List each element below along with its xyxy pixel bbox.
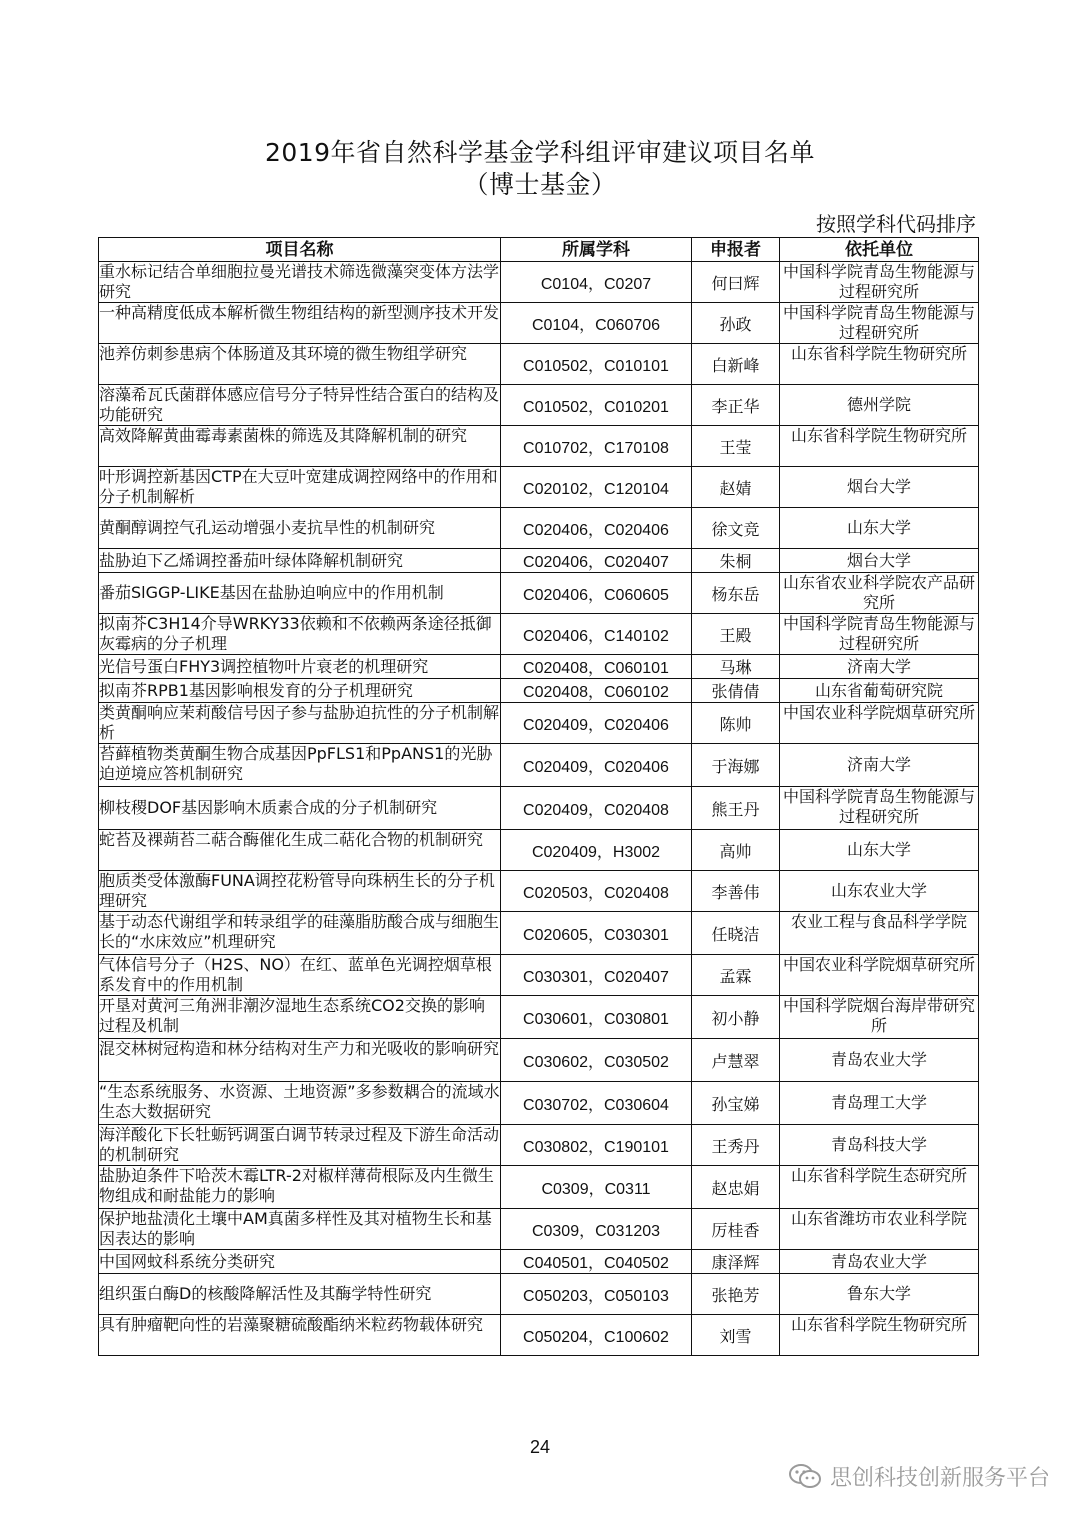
discipline-code-cell (501, 912, 692, 955)
discipline-code-cell (501, 679, 692, 703)
institution-cell-text: 山东省科学院生物研究所 (790, 1315, 967, 1334)
applicant-cell-text: 于海娜 (711, 756, 760, 776)
institution-cell-text: 山东大学 (846, 840, 911, 859)
project-name-cell (99, 655, 501, 679)
project-name-cell (99, 573, 501, 614)
discipline-code-cell-text: C030301，C020407 (523, 968, 669, 986)
institution-cell-text: 中国科学院青岛生物能源与过程研究所 (782, 787, 975, 826)
project-name-cell-text: 黄酮醇调控气孔运动增强小麦抗旱性的机制研究 (99, 518, 436, 537)
project-name-cell (99, 467, 501, 508)
applicant-cell (692, 344, 780, 385)
institution-cell-text: 济南大学 (846, 755, 911, 774)
institution-cell (780, 787, 979, 830)
page-number: 24 (529, 1437, 551, 1457)
institution-cell (780, 1166, 979, 1209)
applicant-cell (692, 385, 780, 426)
table-row (99, 573, 979, 614)
watermark-text: 思创科技创新服务平台 (829, 1465, 1050, 1491)
project-name-cell (99, 549, 501, 573)
institution-cell (780, 830, 979, 871)
project-name-cell (99, 1125, 501, 1166)
applicant-cell (692, 262, 780, 303)
table-row (99, 787, 979, 830)
table-row (99, 1209, 979, 1250)
applicant-cell (692, 303, 780, 344)
applicant-cell (692, 1209, 780, 1250)
discipline-code-cell-text: C020406，C060605 (523, 586, 669, 604)
discipline-code-cell (501, 1166, 692, 1209)
discipline-code-cell-text: C040501，C040502 (523, 1255, 669, 1272)
project-name-cell (99, 262, 501, 303)
applicant-cell-text: 李正华 (711, 396, 760, 416)
project-name-cell-text: 拟南芥RPB1基因影响根发育的分子机理研究 (99, 680, 413, 700)
discipline-code-cell-text: C020409，C020408 (523, 801, 669, 819)
institution-cell-text: 山东省潍坊市农业科学院 (790, 1209, 967, 1228)
discipline-code-cell-text: C020102，C120104 (523, 480, 669, 498)
institution-cell-text: 青岛科技大学 (830, 1135, 927, 1154)
project-name-cell (99, 1250, 501, 1274)
institution-cell-text: 鲁东大学 (846, 1284, 911, 1303)
project-name-cell (99, 830, 501, 871)
project-name-cell (99, 744, 501, 787)
discipline-code-cell-text: C020406，C140102 (523, 627, 669, 645)
table-header-row (99, 238, 979, 262)
institution-cell-text: 山东省科学院生物研究所 (790, 426, 967, 445)
discipline-code-cell-text: C020605，C030301 (523, 926, 669, 944)
discipline-code-cell (501, 787, 692, 830)
project-name-cell (99, 871, 501, 912)
project-name-cell (99, 426, 501, 467)
applicant-cell-text: 高帅 (719, 841, 752, 861)
table-row (99, 996, 979, 1039)
institution-cell-text: 中国科学院烟台海岸带研究所 (782, 996, 975, 1035)
applicant-cell-text: 熊王丹 (711, 799, 760, 819)
discipline-code-cell-text: C020503，C020408 (523, 884, 669, 902)
discipline-code-cell (501, 1250, 692, 1274)
table-body (99, 262, 979, 1356)
discipline-code-cell (501, 303, 692, 344)
project-name-cell (99, 1039, 501, 1082)
discipline-code-cell-text: C010502，C010101 (523, 357, 669, 375)
discipline-code-cell (501, 385, 692, 426)
institution-cell (780, 614, 979, 655)
project-name-cell (99, 1082, 501, 1125)
discipline-code-cell-text: C020408，C060102 (523, 684, 669, 701)
institution-cell (780, 1315, 979, 1356)
project-name-cell-text: 苔藓植物类黄酮生物合成基因PpFLS1和PpANS1的光胁迫逆境应答机制研究 (99, 744, 493, 783)
discipline-code-cell (501, 1274, 692, 1315)
discipline-code-cell (501, 614, 692, 655)
discipline-code-cell (501, 344, 692, 385)
discipline-code-cell (501, 262, 692, 303)
applicant-cell (692, 871, 780, 912)
project-name-cell-text: “生态系统服务、水资源、土地资源”多参数耦合的流域水生态大数据研究 (99, 1082, 500, 1121)
applicant-cell-text: 杨东岳 (711, 584, 760, 604)
project-name-cell-text: 溶藻希瓦氏菌群体感应信号分子特异性结合蛋白的结构及功能研究 (99, 385, 500, 424)
project-name-cell-text: 中国网蚊科系统分类研究 (99, 1251, 276, 1271)
project-name-cell-text: 开垦对黄河三角洲非潮汐湿地生态系统CO2交换的影响过程及机制 (99, 996, 485, 1035)
institution-cell (780, 703, 979, 744)
table-row (99, 614, 979, 655)
project-name-cell (99, 996, 501, 1039)
table-row (99, 1315, 979, 1356)
discipline-code-cell (501, 1125, 692, 1166)
applicant-cell-text: 徐文竞 (711, 519, 760, 539)
applicant-cell (692, 467, 780, 508)
project-name-cell-text: 基于动态代谢组学和转录组学的硅藻脂肪酸合成与细胞生长的“水床效应”机理研究 (99, 912, 500, 951)
applicant-cell-text: 康泽辉 (711, 1253, 760, 1272)
discipline-code-cell (501, 830, 692, 871)
institution-cell (780, 262, 979, 303)
project-table (98, 237, 979, 1356)
applicant-cell (692, 955, 780, 996)
project-name-cell-text: 番茄SlGGP-LIKE基因在盐胁迫响应中的作用机制 (99, 583, 444, 602)
applicant-cell (692, 508, 780, 549)
institution-cell (780, 679, 979, 703)
discipline-code-cell (501, 426, 692, 467)
project-name-cell-text: 气体信号分子（H2S、NO）在红、蓝单色光调控烟草根系发育中的作用机制 (99, 955, 492, 994)
wechat-icon (788, 1463, 822, 1489)
institution-cell (780, 508, 979, 549)
discipline-code-cell-text: C0104，C0207 (540, 275, 652, 293)
applicant-cell (692, 703, 780, 744)
institution-cell (780, 996, 979, 1039)
institution-cell-text: 青岛农业大学 (830, 1050, 927, 1069)
discipline-code-cell-text: C020409，H3002 (531, 843, 661, 861)
project-name-cell-text: 组织蛋白酶D的核酸降解活性及其酶学特性研究 (99, 1284, 432, 1303)
institution-cell-text: 烟台大学 (846, 477, 911, 496)
institution-cell-text: 山东省科学院生物研究所 (790, 344, 967, 363)
table-row (99, 426, 979, 467)
project-name-cell (99, 614, 501, 655)
applicant-cell-text: 卢慧翠 (711, 1051, 760, 1071)
project-name-cell-text: 一种高精度低成本解析微生物组结构的新型测序技术开发 (99, 303, 500, 322)
project-name-cell-text: 光信号蛋白FHY3调控植物叶片衰老的机理研究 (99, 656, 429, 676)
discipline-code-cell (501, 1209, 692, 1250)
institution-cell (780, 1274, 979, 1315)
table-row (99, 549, 979, 573)
institution-cell (780, 1250, 979, 1274)
discipline-code-cell (501, 573, 692, 614)
institution-cell (780, 655, 979, 679)
institution-cell-text: 青岛农业大学 (830, 1251, 927, 1271)
project-name-cell-text: 海洋酸化下长牡蛎钙调蛋白调节转录过程及下游生命活动的机制研究 (99, 1125, 500, 1164)
discipline-code-cell-text: C050204，C100602 (523, 1328, 669, 1346)
table-row (99, 1274, 979, 1315)
discipline-code-cell (501, 549, 692, 573)
table-row (99, 1039, 979, 1082)
applicant-cell (692, 426, 780, 467)
institution-cell (780, 912, 979, 955)
table-row (99, 262, 979, 303)
table-row (99, 303, 979, 344)
header-project-name: 项目名称 (99, 238, 501, 262)
applicant-cell (692, 655, 780, 679)
table-row (99, 912, 979, 955)
institution-cell (780, 467, 979, 508)
applicant-cell-text: 朱桐 (719, 552, 752, 571)
applicant-cell-text: 刘雪 (719, 1326, 752, 1346)
table-row (99, 385, 979, 426)
applicant-cell (692, 1166, 780, 1209)
sort-note: 按照学科代码排序 (816, 212, 976, 236)
applicant-cell (692, 1082, 780, 1125)
institution-cell-text: 山东农业大学 (830, 881, 927, 900)
table-row (99, 344, 979, 385)
discipline-code-cell-text: C030802，C190101 (523, 1138, 669, 1156)
applicant-cell-text: 张倩倩 (711, 682, 760, 701)
table-row (99, 1250, 979, 1274)
institution-cell-text: 德州学院 (846, 395, 911, 414)
applicant-cell-text: 赵忠娟 (711, 1178, 760, 1198)
project-name-cell (99, 385, 501, 426)
discipline-code-cell (501, 871, 692, 912)
applicant-cell-text: 孟霖 (719, 966, 752, 986)
discipline-code-cell (501, 1039, 692, 1082)
project-name-cell (99, 787, 501, 830)
header-institution: 依托单位 (780, 238, 979, 262)
table-row (99, 955, 979, 996)
discipline-code-cell-text: C0309，C031203 (531, 1222, 661, 1240)
discipline-code-cell-text: C020406，C020407 (523, 554, 669, 571)
project-name-cell (99, 303, 501, 344)
discipline-code-cell-text: C030601，C030801 (523, 1010, 669, 1028)
discipline-code-cell-text: C0309，C0311 (541, 1180, 651, 1198)
project-name-cell (99, 508, 501, 549)
table-row (99, 655, 979, 679)
applicant-cell (692, 912, 780, 955)
discipline-code-cell-text: C020406，C020406 (523, 521, 669, 539)
project-name-cell-text: 盐胁迫下乙烯调控番茄叶绿体降解机制研究 (99, 550, 404, 570)
table-row (99, 871, 979, 912)
applicant-cell-text: 厉桂香 (711, 1220, 760, 1240)
institution-cell-text: 农业工程与食品科学学院 (790, 912, 967, 931)
institution-cell (780, 1209, 979, 1250)
applicant-cell (692, 1125, 780, 1166)
applicant-cell (692, 830, 780, 871)
discipline-code-cell (501, 996, 692, 1039)
project-name-cell-text: 混交林树冠构造和林分结构对生产力和光吸收的影响研究 (99, 1039, 500, 1058)
applicant-cell-text: 白新峰 (711, 355, 760, 375)
project-name-cell (99, 703, 501, 744)
discipline-code-cell-text: C050203，C050103 (523, 1287, 669, 1305)
applicant-cell (692, 679, 780, 703)
table-row (99, 679, 979, 703)
table-row (99, 508, 979, 549)
applicant-cell-text: 王殿 (719, 625, 752, 645)
applicant-cell (692, 573, 780, 614)
discipline-code-cell (501, 508, 692, 549)
discipline-code-cell-text: C030602，C030502 (523, 1053, 669, 1071)
project-name-cell-text: 叶形调控新基因CTP在大豆叶宽建成调控网络中的作用和分子机制解析 (99, 467, 498, 506)
applicant-cell (692, 996, 780, 1039)
table-row (99, 744, 979, 787)
project-name-cell-text: 拟南芥C3H14介导WRKY33依赖和不依赖两条途径抵御灰霉病的分子机理 (99, 614, 492, 653)
institution-cell-text: 中国农业科学院烟草研究所 (782, 703, 975, 722)
discipline-code-cell-text: C020408，C060101 (523, 660, 669, 677)
institution-cell (780, 871, 979, 912)
applicant-cell-text: 王莹 (719, 437, 752, 457)
institution-cell-text: 青岛理工大学 (830, 1093, 927, 1112)
institution-cell-text: 山东大学 (846, 518, 911, 537)
applicant-cell (692, 1274, 780, 1315)
table-row (99, 1082, 979, 1125)
project-name-cell-text: 池养仿刺参患病个体肠道及其环境的微生物组学研究 (99, 344, 468, 363)
applicant-cell-text: 初小静 (711, 1008, 760, 1028)
applicant-cell-text: 陈帅 (719, 714, 752, 734)
table-row (99, 467, 979, 508)
applicant-cell (692, 1315, 780, 1356)
institution-cell (780, 385, 979, 426)
header-applicant: 申报者 (692, 238, 780, 262)
table-row (99, 1125, 979, 1166)
applicant-cell (692, 1250, 780, 1274)
discipline-code-cell (501, 703, 692, 744)
institution-cell-text: 中国科学院青岛生物能源与过程研究所 (782, 303, 975, 342)
applicant-cell (692, 549, 780, 573)
institution-cell-text: 济南大学 (846, 656, 911, 676)
applicant-cell-text: 任晓洁 (711, 924, 760, 944)
institution-cell-text: 山东省葡萄研究院 (814, 680, 943, 700)
project-name-cell-text: 盐胁迫条件下哈茨木霉LTR-2对椒样薄荷根际及内生微生物组成和耐盐能力的影响 (99, 1166, 494, 1205)
discipline-code-cell (501, 1315, 692, 1356)
applicant-cell (692, 1039, 780, 1082)
discipline-code-cell (501, 744, 692, 787)
institution-cell-text: 山东省科学院生态研究所 (790, 1166, 967, 1185)
discipline-code-cell-text: C020409，C020406 (523, 758, 669, 776)
discipline-code-cell-text: C010702，C170108 (523, 439, 669, 457)
applicant-cell-text: 李善伟 (711, 882, 760, 902)
project-name-cell-text: 柳枝稷DOF基因影响木质素合成的分子机制研究 (99, 798, 438, 817)
discipline-code-cell-text: C0104，C060706 (531, 316, 661, 334)
institution-cell (780, 426, 979, 467)
applicant-cell-text: 张艳芳 (711, 1285, 760, 1305)
applicant-cell-text: 马琳 (719, 658, 752, 677)
project-name-cell (99, 1274, 501, 1315)
project-name-cell (99, 955, 501, 996)
discipline-code-cell (501, 467, 692, 508)
institution-cell (780, 344, 979, 385)
institution-cell (780, 573, 979, 614)
institution-cell-text: 烟台大学 (846, 550, 911, 570)
institution-cell (780, 303, 979, 344)
document-title: 2019年省自然科学基金学科组评审建议项目名单 (264, 138, 816, 167)
applicant-cell (692, 744, 780, 787)
header-discipline: 所属学科 (501, 238, 692, 262)
project-name-cell-text: 胞质类受体激酶FUNA调控花粉管导向珠柄生长的分子机理研究 (99, 871, 495, 910)
project-name-cell (99, 1315, 501, 1356)
applicant-cell-text: 孙宝娣 (711, 1094, 760, 1114)
discipline-code-cell-text: C010502，C010201 (523, 398, 669, 416)
institution-cell-text: 中国农业科学院烟草研究所 (782, 955, 975, 974)
project-name-cell (99, 1209, 501, 1250)
table-row (99, 830, 979, 871)
institution-cell (780, 744, 979, 787)
project-name-cell (99, 1166, 501, 1209)
institution-cell (780, 1125, 979, 1166)
institution-cell (780, 1039, 979, 1082)
discipline-code-cell (501, 1082, 692, 1125)
applicant-cell-text: 何曰辉 (711, 273, 760, 293)
applicant-cell-text: 王秀丹 (711, 1136, 760, 1156)
project-name-cell-text: 高效降解黄曲霉毒素菌株的筛选及其降解机制的研究 (99, 426, 468, 445)
applicant-cell (692, 614, 780, 655)
discipline-code-cell-text: C020409，C020406 (523, 716, 669, 734)
project-name-cell-text: 保护地盐渍化土壤中AM真菌多样性及其对植物生长和基因表达的影响 (99, 1209, 492, 1248)
applicant-cell-text: 赵婧 (719, 478, 752, 498)
institution-cell (780, 955, 979, 996)
table-row (99, 1166, 979, 1209)
institution-cell (780, 549, 979, 573)
table-row (99, 703, 979, 744)
discipline-code-cell-text: C030702，C030604 (523, 1096, 669, 1114)
project-name-cell-text: 具有肿瘤靶向性的岩藻聚糖硫酸酯纳米粒药物载体研究 (99, 1315, 484, 1334)
institution-cell-text: 山东省农业科学院农产品研究所 (782, 573, 975, 612)
project-name-cell-text: 蛇苔及裸蒴苔二萜合酶催化生成二萜化合物的机制研究 (99, 830, 484, 849)
project-name-cell (99, 679, 501, 703)
project-name-cell (99, 344, 501, 385)
project-name-cell (99, 912, 501, 955)
institution-cell (780, 1082, 979, 1125)
watermark (788, 1460, 1050, 1492)
discipline-code-cell (501, 655, 692, 679)
project-name-cell-text: 类黄酮响应茉莉酸信号因子参与盐胁迫抗性的分子机制解析 (99, 703, 500, 742)
institution-cell-text: 中国科学院青岛生物能源与过程研究所 (782, 614, 975, 653)
document-subtitle: （博士基金） (463, 170, 617, 199)
applicant-cell-text: 孙政 (719, 314, 752, 334)
applicant-cell (692, 787, 780, 830)
project-name-cell-text: 重水标记结合单细胞拉曼光谱技术筛选微藻突变体方法学研究 (99, 262, 500, 301)
institution-cell-text: 中国科学院青岛生物能源与过程研究所 (782, 262, 975, 301)
discipline-code-cell (501, 955, 692, 996)
